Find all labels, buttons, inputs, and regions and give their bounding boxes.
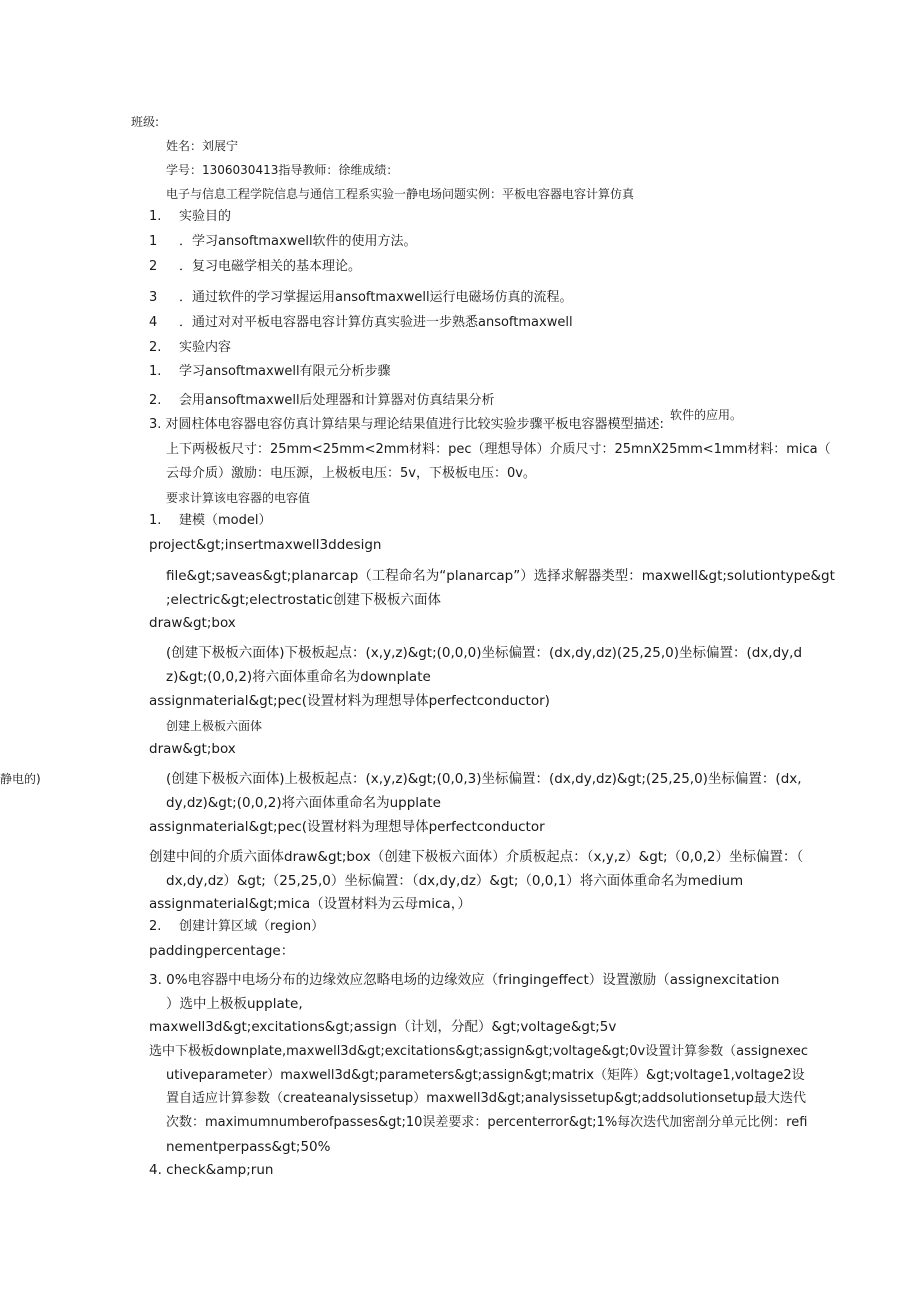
section-number: 2. — [149, 340, 162, 355]
code-line: maxwell3d&gt;excitations&gt;assign（计划，分配）&gt;voltage&gt;5v — [149, 1019, 617, 1035]
list-number: 1. — [149, 364, 162, 379]
code-line: ）选中上极板upplate, — [166, 996, 303, 1012]
list-item — [149, 392, 495, 410]
section-title: 实验目的 — [179, 209, 232, 224]
list-item — [149, 363, 391, 381]
code-line: assignmaterial&gt;mica（设置材料为云母mica，） — [149, 896, 471, 912]
code-line: 创建上极板六面体 — [166, 719, 263, 733]
list-text: ．学习ansoftmaxwell软件的使用方法。 — [179, 234, 417, 249]
code-line: (创建下极板六面体)上极板起点：(x,y,z)&gt;(0,0,3)坐标偏置：(dx,dy,dz)&gt;(25,25,0)坐标偏置：(dx, — [166, 771, 802, 787]
list-item — [149, 314, 573, 332]
code-line: project&gt;insertmaxwell3ddesign — [149, 537, 382, 553]
code-line: 置自适应计算参数（createanalysissetup）maxwell3d&gt;analysissetup&gt;addsolutionsetup最大迭代 — [166, 1091, 806, 1106]
code-line: 创建中间的介质六面体draw&gt;box（创建下极板六面体）介质板起点：（x,y,z）&gt;（0,0,2）坐标偏置：（ — [149, 849, 804, 865]
list-item — [149, 258, 361, 276]
step-number: 1. — [149, 513, 162, 528]
section-number: 1. — [149, 209, 162, 224]
code-line: nementperpass&gt;50% — [166, 1139, 331, 1155]
step-heading-region — [149, 918, 324, 936]
code-line: z)&gt;(0,0,2)将六面体重命名为downplate — [166, 669, 431, 685]
code-line: 3. 0%电容器中电场分布的边缘效应忽略电场的边缘效应（fringingeffect）设置激励（assignexcitation — [149, 972, 780, 988]
section-heading-purpose — [149, 208, 231, 226]
step-heading-model — [149, 512, 271, 530]
list-text: 学习ansoftmaxwell有限元分析步骤 — [179, 364, 391, 379]
list-text: ．通过对对平板电容器电容计算仿真实验进一步熟悉ansoftmaxwell — [179, 315, 573, 330]
step-number: 2. — [149, 919, 162, 934]
list-text: ．通过软件的学习掌握运用ansoftmaxwell运行电磁场仿真的流程。 — [179, 290, 573, 305]
experiment-title: 电子与信息工程学院信息与通信工程系实验一静电场问题实例：平板电容器电容计算仿真 — [166, 187, 635, 201]
list-item — [149, 289, 573, 307]
code-line: (创建下极板六面体)下极板起点：(x,y,z)&gt;(0,0,0)坐标偏置：(dx,dy,dz)(25,25,0)坐标偏置：(dx,dy,d — [166, 645, 803, 661]
side-note-electrostatic: 静电的) — [0, 772, 41, 786]
model-description-2: 云母介质）激励：电压源，上极板电压：5v，下极板电压：0v。 — [166, 466, 536, 481]
step-title: 创建计算区域（region） — [179, 919, 325, 934]
student-id-line: 学号：1306030413指导教师：徐维成绩： — [166, 163, 399, 177]
student-name: 姓名：刘展宁 — [166, 139, 239, 153]
list-item-3: 3. 对圆柱体电容器电容仿真计算结果与理论结果值进行比较实验步骤平板电容器模型描述: — [149, 417, 664, 432]
model-description-1: 上下两极板尺寸：25mm<25mm<2mm材料：pec（理想导体）介质尺寸：25mnX25mm<1mm材料：mica（ — [166, 442, 831, 457]
code-line: assignmaterial&gt;pec(设置材料为理想导体perfectconductor — [149, 819, 545, 835]
side-note-software: 软件的应用。 — [670, 408, 743, 422]
code-line: assignmaterial&gt;pec(设置材料为理想导体perfectconductor) — [149, 693, 550, 709]
list-text: 会用ansoftmaxwell后处理器和计算器对仿真结果分析 — [179, 393, 495, 408]
code-line: 4. check&amp;run — [149, 1162, 274, 1178]
code-line: draw&gt;box — [149, 615, 236, 631]
code-line: 次数：maximumnumberofpasses&gt;10误差要求：percenterror&gt;1%每次迭代加密剖分单元比例：refi — [166, 1115, 808, 1130]
list-text: ．复习电磁学相关的基本理论。 — [179, 259, 362, 274]
list-number: 2 — [149, 259, 158, 274]
list-number: 2. — [149, 393, 162, 408]
model-description-3: 要求计算该电容器的电容值 — [166, 491, 311, 505]
code-line: draw&gt;box — [149, 741, 236, 757]
section-title: 实验内容 — [179, 340, 232, 355]
code-line: paddingpercentage： — [149, 943, 295, 959]
code-line: file&gt;saveas&gt;planarcap（工程命名为“planarcap”）选择求解器类型：maxwell&gt;solutiontype&gt — [166, 568, 835, 584]
class-label: 班级: — [131, 115, 160, 129]
list-number: 3 — [149, 290, 158, 305]
section-heading-content — [149, 339, 231, 357]
code-line: 选中下极板downplate,maxwell3d&gt;excitations&gt;assign&gt;voltage&gt;0v设置计算参数（assignexec — [149, 1044, 809, 1059]
code-line: utiveparameter）maxwell3d&gt;parameters&gt;assign&gt;matrix（矩阵）&gt;voltage1,voltage2设 — [166, 1068, 805, 1083]
code-line: ;electric&gt;electrostatic创建下极板六面体 — [166, 592, 441, 608]
list-item — [149, 233, 417, 251]
code-line: dy,dz)&gt;(0,0,2)将六面体重命名为upplate — [166, 795, 441, 811]
list-number: 4 — [149, 315, 158, 330]
step-title: 建模（model） — [179, 513, 272, 528]
list-number: 1 — [149, 234, 158, 249]
code-line: dx,dy,dz）&gt;（25,25,0）坐标偏置：（dx,dy,dz）&gt;（0,0,1）将六面体重命名为medium — [166, 873, 744, 889]
